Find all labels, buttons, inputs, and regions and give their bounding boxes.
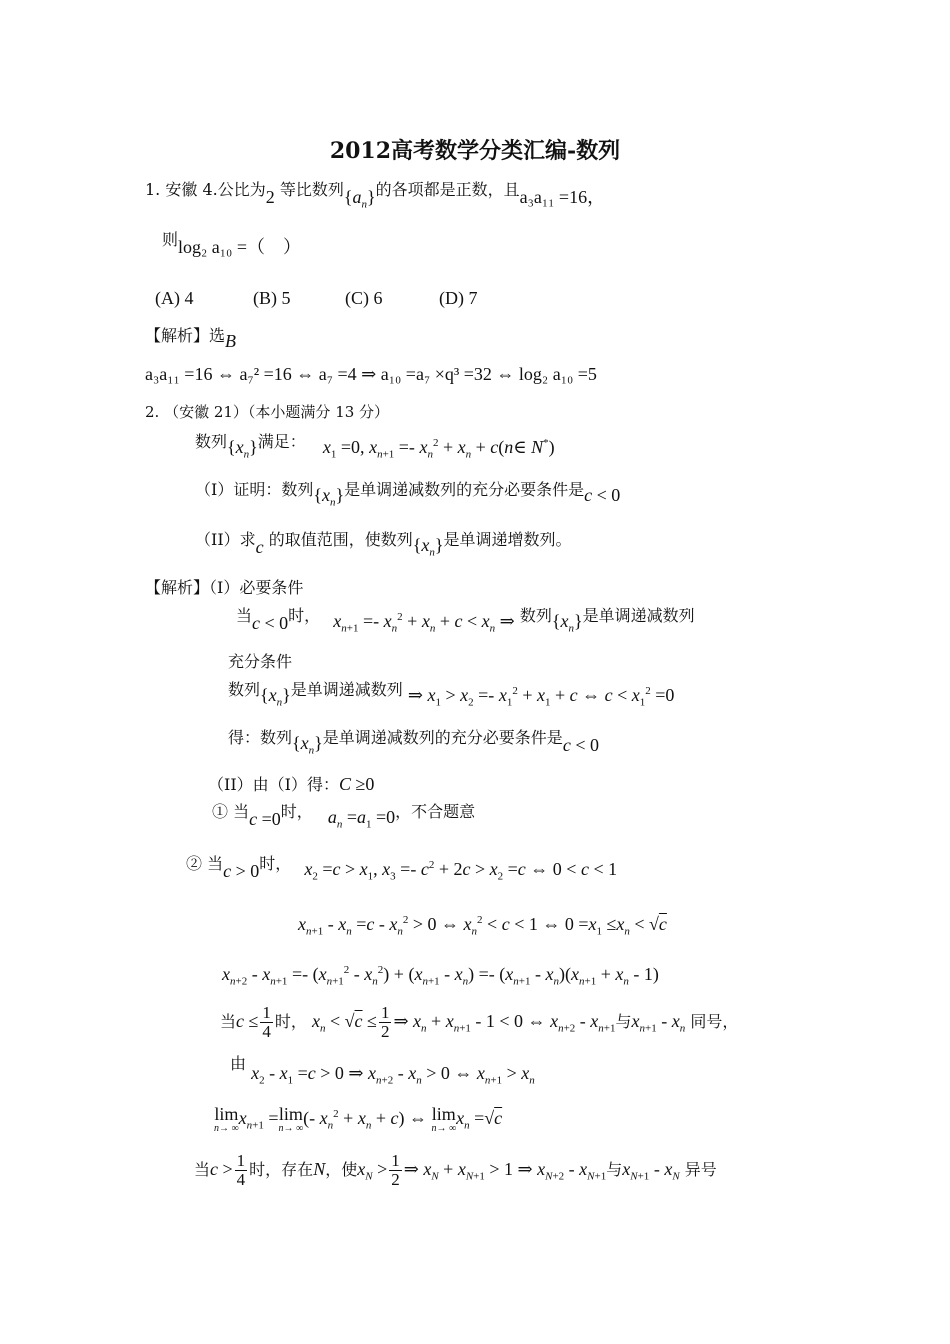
q2-step-3: 当c ≤ $\frac{1}{4}$ 时， $x_n < √c$ ≤ $\frac{1}{2}$ ⇒ $x_n + x_{n+1} - 1 < 0$ ⇔ $x_{n+2} - x_{n+1}$与$x_{n+1} - x_n$ 同号， [220,1003,739,1041]
q2-necessary: 当c < 0时， $x_{n+1} =- x_n^2 + x_n + c < x_n$ ⇒ 数列$\{x_n\}$是单调递减数列 [236,606,695,635]
q2-step-1: $x_{n+1} - x_n =c - x_n^2 > 0$ ⇔ $x_n^2 < c < 1$ ⇔ $0 =x_1 \le x_n < √c$ [298,914,667,938]
q2-given: 数列$\{x_n\}$满足： $x_1 =0$, $x_{n+1} =- x_n^2 + x_n$ + c(n∈ N*) [195,432,555,461]
q2-header: 2. （安徽 21）（本小题满分 13 分） [145,403,390,421]
q2-conclusion: 得：数列$\{x_n\}$是单调递减数列的充分必要条件是c < 0 [228,728,599,757]
q2-sufficient-header: 充分条件 [228,652,293,671]
q1-ask: 则log₂ a₁₀ =（ ） [162,230,301,257]
q2-solution-header: 【解析】（I）必要条件 [145,578,304,597]
q2-part2-header: （II）由（I）得：C ≥0 [208,774,375,794]
q2-step-2: $x_{n+2} - x_{n+1} =- (x_{n+1}^2 - x_n^2) + (x_{n+1} - x_n) =- (x_{n+1} - x_n)(x_{n+1} + x_n - 1)$ [222,964,659,988]
q2-sufficient: 数列$\{x_n\}$是单调递减数列 ⇒ $x_1 > x_2 =- x_1^2 + x_1 + c$ ⇔ $c < x_1^2 =0$ [228,680,675,709]
q2-step-5: 当c > $\frac{1}{4}$ 时，存在N，使$x_N$ > $\frac{1}{2}$ ⇒ $x_N + x_{N+1} > 1$ ⇒ $x_{N+2} - x_{N+1}$与$x_{N+1} - x_N$ 异号 [194,1151,717,1189]
q1-options: (A) 4 (B) 5 (C) 6 (D) 7 [155,288,478,308]
q2-case2: ② 当c > 0时， $x_2 =c > x_1$, $x_3 =- c^2 + 2c > x_2 =c$ ⇔ 0 < c < 1 [186,854,618,883]
q2-part2: （II）求c 的取值范围，使数列$\{x_n\}$是单调递增数列。 [195,530,572,559]
q1-statement: 1. 安徽 4.公比为2 等比数列$\{a_n\}$的各项都是正数，且a₃a₁₁ =16， [145,180,606,211]
q2-step-4: 由 $x_2 - x_1 =c > 0$ ⇒ $x_{n+2} - x_n > 0$ ⇔ $x_{n+1} > x_n$ [230,1054,535,1087]
q1-solution-expr: a₃a₁₁ =16 ⇔ a₇² =16 ⇔ a₇ =4 ⇒ a₁₀ =a₇ ×q³ =32 ⇔ log₂ a₁₀ =5 [145,364,597,384]
q2-case1: ① 当c =0时， $a_n =a_1 =0$，不合题意 [212,802,476,831]
q1-solution-label: 【解析】选B [145,326,237,351]
q2-part1: （I）证明：数列$\{x_n\}$是单调递减数列的充分必要条件是c < 0 [195,480,621,509]
q2-limit: lim n→ ∞ $x_{n+1} =\lim$ n→ ∞ (- $x_n^2 + x_n + c$) ⇔ lim n→ ∞ $x_n =√c$ [214,1104,503,1134]
page-title: 2012高考数学分类汇编-数列 [329,138,621,164]
